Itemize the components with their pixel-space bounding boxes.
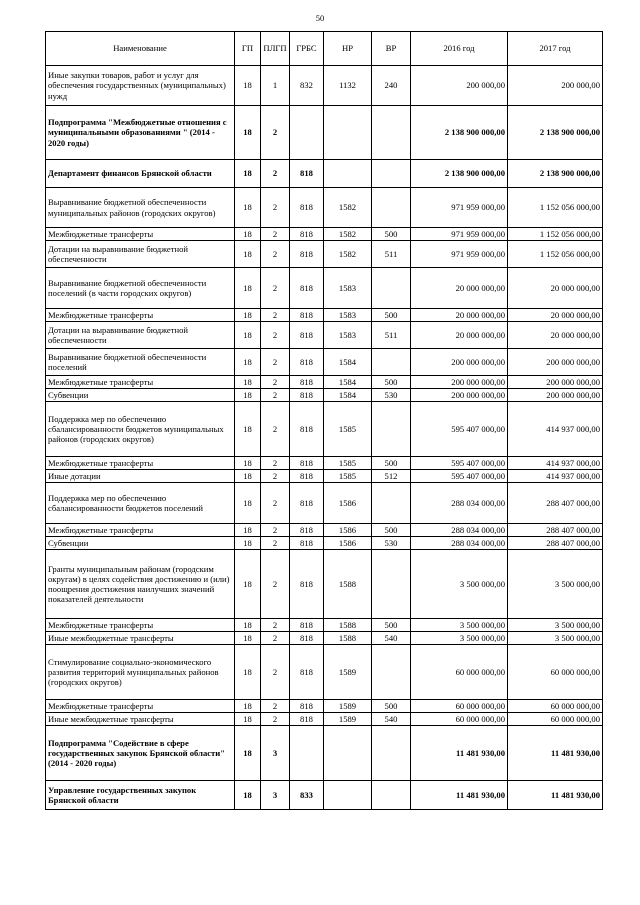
row-vr [372,106,411,160]
row-plgp: 2 [261,376,290,389]
row-nr: 1588 [324,632,372,645]
row-amount-2017: 3 500 000,00 [508,619,603,632]
row-amount-2016: 288 034 000,00 [411,537,508,550]
row-name: Гранты муниципальным районам (городским округам) в целях содействия достижению и (или) поощрения достижения наилучших значений показателей деятельности [46,550,235,619]
row-amount-2017: 11 481 930,00 [508,781,603,810]
table-row [46,632,603,645]
table-row [46,349,603,376]
row-plgp: 1 [261,66,290,106]
row-amount-2017: 60 000 000,00 [508,713,603,726]
row-name: Выравнивание бюджетной обеспеченности муниципальных районов (городских округов) [46,188,235,228]
row-vr: 500 [372,376,411,389]
row-vr: 530 [372,389,411,402]
row-grbs: 818 [290,228,324,241]
row-name: Дотации на выравнивание бюджетной обеспеченности [46,322,235,349]
row-plgp: 2 [261,524,290,537]
row-plgp: 2 [261,470,290,483]
row-name: Межбюджетные трансферты [46,376,235,389]
row-plgp: 2 [261,228,290,241]
row-amount-2017: 60 000 000,00 [508,700,603,713]
row-nr [324,781,372,810]
row-amount-2017: 414 937 000,00 [508,470,603,483]
header-2017: 2017 год [508,32,603,66]
table-row [46,550,603,619]
header-2016: 2016 год [411,32,508,66]
row-vr [372,349,411,376]
row-name: Иные дотации [46,470,235,483]
row-amount-2017: 288 407 000,00 [508,537,603,550]
row-vr: 540 [372,713,411,726]
row-vr [372,483,411,524]
row-amount-2016: 971 959 000,00 [411,241,508,268]
row-plgp: 2 [261,402,290,457]
row-name: Межбюджетные трансферты [46,700,235,713]
row-amount-2017: 1 152 056 000,00 [508,188,603,228]
row-vr: 240 [372,66,411,106]
row-name: Субвенции [46,537,235,550]
row-nr: 1586 [324,524,372,537]
row-vr [372,188,411,228]
row-nr: 1582 [324,241,372,268]
row-amount-2017: 60 000 000,00 [508,645,603,700]
row-grbs: 818 [290,550,324,619]
row-gp: 18 [235,349,261,376]
row-amount-2016: 288 034 000,00 [411,524,508,537]
row-vr [372,726,411,781]
row-vr [372,550,411,619]
table-row [46,524,603,537]
table-row [46,376,603,389]
table-row [46,402,603,457]
row-name: Межбюджетные трансферты [46,228,235,241]
row-grbs: 818 [290,619,324,632]
row-name: Департамент финансов Брянской области [46,160,235,188]
row-amount-2017: 20 000 000,00 [508,322,603,349]
table-row [46,160,603,188]
row-name: Выравнивание бюджетной обеспеченности поселений (в части городских округов) [46,268,235,309]
table-row [46,645,603,700]
row-name: Иные межбюджетные трансферты [46,713,235,726]
row-grbs: 818 [290,632,324,645]
row-amount-2017: 288 407 000,00 [508,524,603,537]
row-amount-2016: 20 000 000,00 [411,268,508,309]
row-plgp: 2 [261,188,290,228]
row-name: Стимулирование социально-экономического развития территорий муниципальных районов (городских округов) [46,645,235,700]
row-gp: 18 [235,188,261,228]
table-row [46,537,603,550]
table-row [46,241,603,268]
budget-table [45,31,603,810]
row-name: Субвенции [46,389,235,402]
row-name: Поддержка мер по обеспечению сбалансированности бюджетов поселений [46,483,235,524]
row-gp: 18 [235,241,261,268]
row-gp: 18 [235,700,261,713]
row-nr: 1586 [324,537,372,550]
row-amount-2016: 595 407 000,00 [411,457,508,470]
row-amount-2016: 200 000,00 [411,66,508,106]
row-amount-2016: 3 500 000,00 [411,619,508,632]
row-amount-2016: 60 000 000,00 [411,645,508,700]
row-grbs [290,106,324,160]
row-amount-2017: 200 000 000,00 [508,349,603,376]
row-amount-2016: 20 000 000,00 [411,309,508,322]
row-grbs: 818 [290,322,324,349]
row-amount-2017: 1 152 056 000,00 [508,228,603,241]
row-plgp: 2 [261,537,290,550]
row-plgp: 2 [261,713,290,726]
row-name: Иные межбюджетные трансферты [46,632,235,645]
row-plgp: 2 [261,483,290,524]
row-plgp: 2 [261,457,290,470]
header-vr: ВР [372,32,411,66]
row-gp: 18 [235,322,261,349]
table-row [46,66,603,106]
row-nr: 1585 [324,402,372,457]
row-amount-2017: 3 500 000,00 [508,632,603,645]
row-amount-2016: 971 959 000,00 [411,228,508,241]
row-gp: 18 [235,160,261,188]
table-row [46,188,603,228]
row-amount-2017: 3 500 000,00 [508,550,603,619]
row-name: Управление государственных закупок Брянской области [46,781,235,810]
row-gp: 18 [235,457,261,470]
row-amount-2017: 11 481 930,00 [508,726,603,781]
table-row [46,228,603,241]
row-nr: 1584 [324,349,372,376]
row-name: Подпрограмма "Содействие в сфере государственных закупок Брянской области" (2014 - 2020 годы) [46,726,235,781]
row-amount-2017: 2 138 900 000,00 [508,106,603,160]
row-grbs: 818 [290,457,324,470]
row-name: Поддержка мер по обеспечению сбалансированности бюджетов муниципальных районов (городских округов) [46,402,235,457]
row-amount-2017: 200 000 000,00 [508,389,603,402]
table-row [46,309,603,322]
row-amount-2017: 288 407 000,00 [508,483,603,524]
page-number: 50 [315,13,325,23]
row-gp: 18 [235,537,261,550]
table-row [46,322,603,349]
row-gp: 18 [235,228,261,241]
row-plgp: 2 [261,268,290,309]
row-gp: 18 [235,713,261,726]
row-plgp: 2 [261,349,290,376]
row-nr [324,160,372,188]
table-header-row [46,32,603,66]
row-nr [324,726,372,781]
row-gp: 18 [235,376,261,389]
row-plgp: 2 [261,389,290,402]
row-vr [372,781,411,810]
row-nr: 1588 [324,550,372,619]
row-grbs [290,726,324,781]
row-plgp: 2 [261,550,290,619]
table-row [46,483,603,524]
row-amount-2016: 11 481 930,00 [411,781,508,810]
row-plgp: 2 [261,106,290,160]
row-vr: 511 [372,322,411,349]
row-vr: 512 [372,470,411,483]
row-grbs: 818 [290,713,324,726]
row-nr: 1132 [324,66,372,106]
row-plgp: 2 [261,241,290,268]
row-gp: 18 [235,645,261,700]
row-nr: 1583 [324,322,372,349]
row-vr: 500 [372,228,411,241]
table-row [46,781,603,810]
row-amount-2017: 200 000,00 [508,66,603,106]
row-gp: 18 [235,106,261,160]
row-vr: 500 [372,457,411,470]
row-nr: 1582 [324,188,372,228]
table-row [46,726,603,781]
row-gp: 18 [235,483,261,524]
table-row [46,268,603,309]
row-name: Выравнивание бюджетной обеспеченности поселений [46,349,235,376]
header-gp: ГП [235,32,261,66]
row-amount-2017: 414 937 000,00 [508,402,603,457]
row-amount-2016: 288 034 000,00 [411,483,508,524]
row-grbs: 818 [290,700,324,713]
row-grbs: 818 [290,389,324,402]
row-vr [372,160,411,188]
row-grbs: 832 [290,66,324,106]
row-grbs: 833 [290,781,324,810]
row-nr: 1589 [324,713,372,726]
row-name: Межбюджетные трансферты [46,309,235,322]
row-plgp: 2 [261,632,290,645]
row-nr: 1589 [324,645,372,700]
table-row [46,470,603,483]
row-gp: 18 [235,309,261,322]
row-vr: 500 [372,524,411,537]
row-name: Межбюджетные трансферты [46,524,235,537]
row-amount-2016: 2 138 900 000,00 [411,160,508,188]
row-plgp: 2 [261,160,290,188]
row-amount-2016: 3 500 000,00 [411,632,508,645]
row-nr: 1584 [324,389,372,402]
row-amount-2016: 595 407 000,00 [411,470,508,483]
row-nr: 1583 [324,268,372,309]
row-grbs: 818 [290,188,324,228]
row-amount-2017: 1 152 056 000,00 [508,241,603,268]
row-grbs: 818 [290,470,324,483]
row-nr: 1583 [324,309,372,322]
row-name: Подпрограмма "Межбюджетные отношения с муниципальными образованиями " (2014 - 2020 годы) [46,106,235,160]
row-grbs: 818 [290,537,324,550]
row-nr: 1585 [324,457,372,470]
row-plgp: 3 [261,726,290,781]
header-nr: НР [324,32,372,66]
row-amount-2016: 200 000 000,00 [411,376,508,389]
row-nr: 1588 [324,619,372,632]
row-plgp: 2 [261,619,290,632]
row-gp: 18 [235,781,261,810]
row-vr: 500 [372,619,411,632]
row-grbs: 818 [290,349,324,376]
row-nr: 1582 [324,228,372,241]
row-gp: 18 [235,470,261,483]
row-grbs: 818 [290,241,324,268]
row-vr: 540 [372,632,411,645]
table-row [46,389,603,402]
row-grbs: 818 [290,524,324,537]
table-row [46,106,603,160]
row-grbs: 818 [290,160,324,188]
row-amount-2016: 3 500 000,00 [411,550,508,619]
table-row [46,700,603,713]
row-vr [372,645,411,700]
row-vr [372,402,411,457]
row-vr [372,268,411,309]
row-grbs: 818 [290,402,324,457]
row-nr: 1584 [324,376,372,389]
row-nr: 1585 [324,470,372,483]
row-vr: 500 [372,700,411,713]
row-plgp: 2 [261,700,290,713]
row-vr: 511 [372,241,411,268]
row-amount-2017: 20 000 000,00 [508,309,603,322]
row-amount-2016: 200 000 000,00 [411,349,508,376]
row-amount-2016: 60 000 000,00 [411,700,508,713]
row-gp: 18 [235,550,261,619]
row-grbs: 818 [290,268,324,309]
row-amount-2016: 60 000 000,00 [411,713,508,726]
row-amount-2017: 414 937 000,00 [508,457,603,470]
row-grbs: 818 [290,645,324,700]
row-amount-2017: 20 000 000,00 [508,268,603,309]
row-name: Дотации на выравнивание бюджетной обеспеченности [46,241,235,268]
row-vr: 500 [372,309,411,322]
row-gp: 18 [235,402,261,457]
row-gp: 18 [235,389,261,402]
row-nr [324,106,372,160]
row-gp: 18 [235,268,261,309]
row-grbs: 818 [290,483,324,524]
row-plgp: 2 [261,322,290,349]
header-name: Наименование [46,32,235,66]
header-grbs: ГРБС [290,32,324,66]
row-name: Иные закупки товаров, работ и услуг для обеспечения государственных (муниципальных) нужд [46,66,235,106]
table-row [46,457,603,470]
row-nr: 1589 [324,700,372,713]
row-grbs: 818 [290,376,324,389]
row-grbs: 818 [290,309,324,322]
row-name: Межбюджетные трансферты [46,457,235,470]
row-amount-2016: 971 959 000,00 [411,188,508,228]
row-amount-2017: 2 138 900 000,00 [508,160,603,188]
row-amount-2016: 595 407 000,00 [411,402,508,457]
row-plgp: 2 [261,645,290,700]
row-amount-2016: 20 000 000,00 [411,322,508,349]
row-plgp: 3 [261,781,290,810]
row-amount-2016: 200 000 000,00 [411,389,508,402]
row-gp: 18 [235,726,261,781]
row-gp: 18 [235,66,261,106]
row-gp: 18 [235,524,261,537]
row-vr: 530 [372,537,411,550]
row-plgp: 2 [261,309,290,322]
row-amount-2016: 2 138 900 000,00 [411,106,508,160]
row-nr: 1586 [324,483,372,524]
row-gp: 18 [235,619,261,632]
row-amount-2017: 200 000 000,00 [508,376,603,389]
table-row [46,713,603,726]
row-amount-2016: 11 481 930,00 [411,726,508,781]
row-name: Межбюджетные трансферты [46,619,235,632]
table-row [46,619,603,632]
row-gp: 18 [235,632,261,645]
header-plgp: ПЛГП [261,32,290,66]
